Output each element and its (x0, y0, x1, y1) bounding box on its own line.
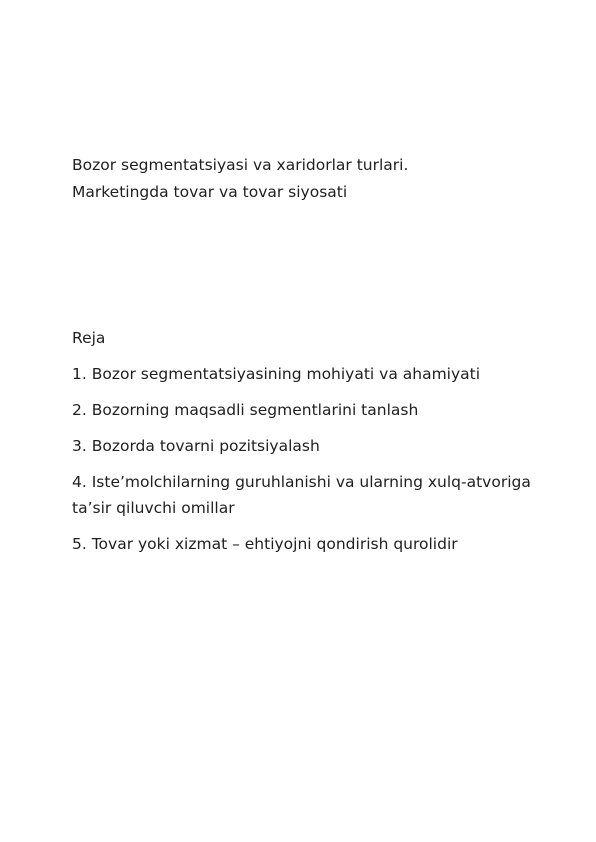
plan-section (72, 325, 532, 567)
plan-heading: Reja (72, 329, 106, 347)
title-line-2: Marketingda tovar va tovar siyosati (72, 183, 348, 201)
plan-list (72, 361, 532, 557)
plan-item-1: 1. Bozor segmentatsiyasining mohiyati va ahamiyati (72, 365, 481, 383)
title-line-1: Bozor segmentatsiyasi va xaridorlar turlari. (72, 156, 409, 174)
plan-item-3: 3. Bozorda tovarni pozitsiyalash (72, 437, 320, 455)
document-title (72, 152, 542, 206)
plan-item-2: 2. Bozorning maqsadli segmentlarini tanlash (72, 401, 419, 419)
plan-item-4: 4. Iste’molchilarning guruhlanishi va ularning xulq-atvoriga ta’sir qiluvchi omillar (72, 473, 531, 517)
plan-item-5: 5. Tovar yoki xizmat – ehtiyojni qondirish qurolidir (72, 535, 458, 553)
